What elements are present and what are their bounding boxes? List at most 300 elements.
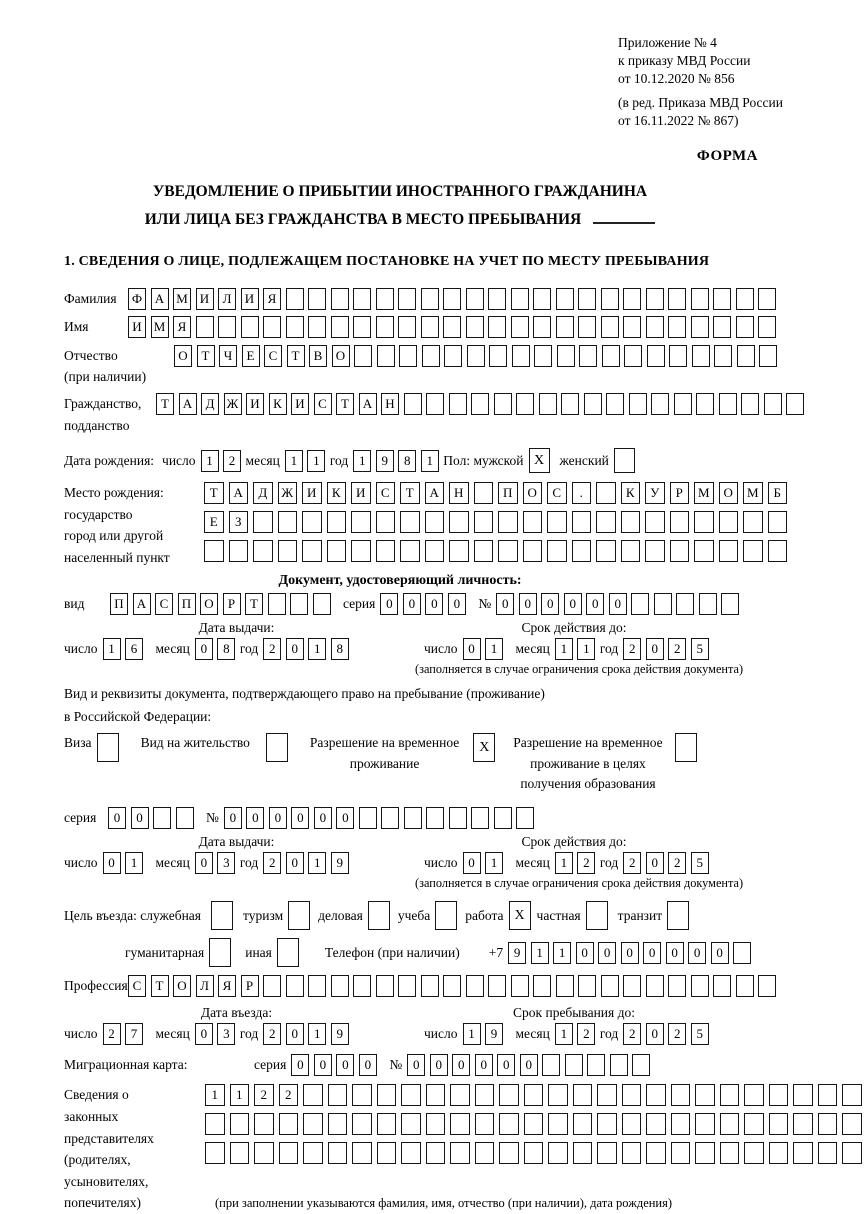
char-cell[interactable] bbox=[241, 316, 259, 338]
char-cell[interactable]: 2 bbox=[254, 1084, 274, 1106]
char-cell[interactable]: 0 bbox=[564, 593, 582, 615]
char-cell[interactable] bbox=[401, 1142, 421, 1164]
char-cell[interactable] bbox=[737, 345, 755, 367]
char-cell[interactable] bbox=[764, 393, 782, 415]
char-cell[interactable]: 9 bbox=[508, 942, 526, 964]
char-cell[interactable]: 0 bbox=[576, 942, 594, 964]
char-cell[interactable] bbox=[691, 288, 709, 310]
char-cell[interactable]: М bbox=[743, 482, 763, 504]
char-cell[interactable]: Т bbox=[400, 482, 420, 504]
char-cell[interactable] bbox=[450, 1084, 470, 1106]
char-cell[interactable]: 0 bbox=[403, 593, 421, 615]
char-cell[interactable] bbox=[204, 540, 224, 562]
char-cell[interactable] bbox=[327, 511, 347, 533]
char-cell[interactable]: А bbox=[151, 288, 169, 310]
char-cell[interactable]: 0 bbox=[448, 593, 466, 615]
char-cell[interactable]: 5 bbox=[691, 1023, 709, 1045]
char-cell[interactable] bbox=[494, 807, 512, 829]
char-cell[interactable]: О bbox=[200, 593, 218, 615]
char-cell[interactable]: Е bbox=[204, 511, 224, 533]
char-cell[interactable]: 9 bbox=[331, 1023, 349, 1045]
char-cell[interactable] bbox=[421, 288, 439, 310]
stay-day[interactable] bbox=[463, 1023, 508, 1045]
char-cell[interactable] bbox=[646, 1142, 666, 1164]
char-cell[interactable]: А bbox=[359, 393, 377, 415]
char-cell[interactable] bbox=[548, 1084, 568, 1106]
char-cell[interactable]: Ч bbox=[219, 345, 237, 367]
char-cell[interactable] bbox=[354, 345, 372, 367]
char-cell[interactable] bbox=[489, 345, 507, 367]
birth-year-input[interactable] bbox=[353, 450, 443, 472]
char-cell[interactable] bbox=[331, 975, 349, 997]
char-cell[interactable]: 0 bbox=[519, 593, 537, 615]
char-cell[interactable]: 0 bbox=[541, 593, 559, 615]
char-cell[interactable] bbox=[474, 540, 494, 562]
char-cell[interactable] bbox=[768, 511, 788, 533]
char-cell[interactable] bbox=[547, 540, 567, 562]
char-cell[interactable] bbox=[596, 511, 616, 533]
char-cell[interactable] bbox=[818, 1113, 838, 1135]
doc-issue-month[interactable] bbox=[195, 638, 240, 660]
char-cell[interactable] bbox=[623, 288, 641, 310]
char-cell[interactable]: 2 bbox=[623, 638, 641, 660]
char-cell[interactable] bbox=[286, 288, 304, 310]
char-cell[interactable] bbox=[668, 288, 686, 310]
char-cell[interactable] bbox=[523, 511, 543, 533]
char-cell[interactable] bbox=[377, 1084, 397, 1106]
char-cell[interactable] bbox=[196, 316, 214, 338]
char-cell[interactable] bbox=[769, 1142, 789, 1164]
char-cell[interactable]: Р bbox=[670, 482, 690, 504]
char-cell[interactable] bbox=[557, 345, 575, 367]
char-cell[interactable] bbox=[523, 540, 543, 562]
char-cell[interactable]: 0 bbox=[336, 807, 354, 829]
char-cell[interactable]: 2 bbox=[223, 450, 241, 472]
char-cell[interactable] bbox=[744, 1084, 764, 1106]
visa-checkbox[interactable] bbox=[97, 733, 119, 762]
char-cell[interactable] bbox=[842, 1113, 862, 1135]
representatives-row1[interactable] bbox=[205, 1084, 867, 1106]
char-cell[interactable]: М bbox=[151, 316, 169, 338]
char-cell[interactable]: 3 bbox=[217, 1023, 235, 1045]
char-cell[interactable] bbox=[353, 288, 371, 310]
char-cell[interactable] bbox=[229, 540, 249, 562]
char-cell[interactable] bbox=[524, 1084, 544, 1106]
char-cell[interactable] bbox=[377, 1113, 397, 1135]
char-cell[interactable] bbox=[263, 316, 281, 338]
char-cell[interactable]: 1 bbox=[125, 852, 143, 874]
purpose-study-checkbox[interactable] bbox=[435, 901, 457, 930]
char-cell[interactable] bbox=[444, 345, 462, 367]
char-cell[interactable] bbox=[720, 1142, 740, 1164]
char-cell[interactable] bbox=[533, 975, 551, 997]
char-cell[interactable] bbox=[475, 1113, 495, 1135]
char-cell[interactable] bbox=[713, 288, 731, 310]
char-cell[interactable]: 0 bbox=[646, 1023, 664, 1045]
char-cell[interactable]: 9 bbox=[485, 1023, 503, 1045]
char-cell[interactable] bbox=[623, 316, 641, 338]
char-cell[interactable] bbox=[278, 540, 298, 562]
char-cell[interactable]: 0 bbox=[195, 638, 213, 660]
char-cell[interactable]: 0 bbox=[496, 593, 514, 615]
char-cell[interactable] bbox=[425, 540, 445, 562]
doc-expiry-year[interactable] bbox=[623, 638, 713, 660]
char-cell[interactable]: 8 bbox=[217, 638, 235, 660]
char-cell[interactable]: 0 bbox=[359, 1054, 377, 1076]
char-cell[interactable]: 0 bbox=[463, 852, 481, 874]
char-cell[interactable] bbox=[376, 975, 394, 997]
char-cell[interactable] bbox=[230, 1113, 250, 1135]
purpose-transit-checkbox[interactable] bbox=[667, 901, 689, 930]
char-cell[interactable] bbox=[359, 807, 377, 829]
char-cell[interactable] bbox=[401, 1084, 421, 1106]
char-cell[interactable] bbox=[499, 1084, 519, 1106]
char-cell[interactable] bbox=[793, 1142, 813, 1164]
char-cell[interactable]: 0 bbox=[195, 852, 213, 874]
char-cell[interactable]: Р bbox=[241, 975, 259, 997]
char-cell[interactable] bbox=[670, 511, 690, 533]
char-cell[interactable] bbox=[645, 540, 665, 562]
char-cell[interactable]: 0 bbox=[286, 638, 304, 660]
char-cell[interactable] bbox=[278, 511, 298, 533]
char-cell[interactable] bbox=[719, 393, 737, 415]
char-cell[interactable] bbox=[449, 807, 467, 829]
char-cell[interactable]: И bbox=[128, 316, 146, 338]
char-cell[interactable]: 1 bbox=[308, 1023, 326, 1045]
char-cell[interactable] bbox=[381, 807, 399, 829]
char-cell[interactable]: И bbox=[241, 288, 259, 310]
char-cell[interactable] bbox=[573, 1142, 593, 1164]
char-cell[interactable]: 0 bbox=[108, 807, 126, 829]
char-cell[interactable]: А bbox=[425, 482, 445, 504]
char-cell[interactable]: 1 bbox=[463, 1023, 481, 1045]
residence-number-input[interactable] bbox=[224, 807, 539, 829]
char-cell[interactable] bbox=[601, 975, 619, 997]
char-cell[interactable] bbox=[793, 1113, 813, 1135]
char-cell[interactable] bbox=[302, 540, 322, 562]
doc-expiry-day[interactable] bbox=[463, 638, 508, 660]
char-cell[interactable] bbox=[331, 316, 349, 338]
char-cell[interactable]: 1 bbox=[308, 852, 326, 874]
char-cell[interactable] bbox=[651, 393, 669, 415]
char-cell[interactable]: И bbox=[291, 393, 309, 415]
char-cell[interactable] bbox=[313, 593, 331, 615]
char-cell[interactable]: 7 bbox=[125, 1023, 143, 1045]
char-cell[interactable] bbox=[400, 511, 420, 533]
char-cell[interactable] bbox=[488, 316, 506, 338]
char-cell[interactable]: 1 bbox=[553, 942, 571, 964]
char-cell[interactable] bbox=[623, 975, 641, 997]
char-cell[interactable] bbox=[646, 1084, 666, 1106]
char-cell[interactable] bbox=[695, 1142, 715, 1164]
char-cell[interactable] bbox=[533, 288, 551, 310]
citizenship-input[interactable] bbox=[156, 393, 809, 415]
purpose-work-checkbox[interactable]: X bbox=[509, 901, 531, 930]
char-cell[interactable] bbox=[671, 1084, 691, 1106]
char-cell[interactable] bbox=[253, 540, 273, 562]
char-cell[interactable] bbox=[818, 1142, 838, 1164]
char-cell[interactable] bbox=[398, 316, 416, 338]
char-cell[interactable] bbox=[534, 345, 552, 367]
char-cell[interactable] bbox=[695, 1113, 715, 1135]
char-cell[interactable] bbox=[511, 316, 529, 338]
char-cell[interactable]: 1 bbox=[531, 942, 549, 964]
char-cell[interactable]: 1 bbox=[485, 638, 503, 660]
char-cell[interactable] bbox=[842, 1142, 862, 1164]
char-cell[interactable]: С bbox=[314, 393, 332, 415]
residence-series-input[interactable] bbox=[108, 807, 198, 829]
char-cell[interactable] bbox=[692, 345, 710, 367]
char-cell[interactable]: 0 bbox=[314, 1054, 332, 1076]
purpose-tourism-checkbox[interactable] bbox=[288, 901, 310, 930]
char-cell[interactable] bbox=[622, 1142, 642, 1164]
char-cell[interactable] bbox=[694, 540, 714, 562]
char-cell[interactable] bbox=[743, 511, 763, 533]
char-cell[interactable]: Т bbox=[287, 345, 305, 367]
char-cell[interactable]: 0 bbox=[621, 942, 639, 964]
representatives-row3[interactable] bbox=[205, 1142, 867, 1164]
char-cell[interactable] bbox=[516, 393, 534, 415]
char-cell[interactable]: Р bbox=[223, 593, 241, 615]
char-cell[interactable]: Л bbox=[218, 288, 236, 310]
char-cell[interactable]: С bbox=[264, 345, 282, 367]
char-cell[interactable] bbox=[720, 1113, 740, 1135]
char-cell[interactable] bbox=[308, 316, 326, 338]
char-cell[interactable] bbox=[579, 345, 597, 367]
char-cell[interactable]: У bbox=[645, 482, 665, 504]
char-cell[interactable] bbox=[696, 393, 714, 415]
char-cell[interactable]: 0 bbox=[286, 1023, 304, 1045]
char-cell[interactable] bbox=[218, 316, 236, 338]
stay-year[interactable] bbox=[623, 1023, 713, 1045]
char-cell[interactable]: 2 bbox=[263, 638, 281, 660]
char-cell[interactable] bbox=[376, 511, 396, 533]
char-cell[interactable]: Ж bbox=[224, 393, 242, 415]
char-cell[interactable]: К bbox=[621, 482, 641, 504]
char-cell[interactable]: А bbox=[133, 593, 151, 615]
char-cell[interactable] bbox=[629, 393, 647, 415]
char-cell[interactable]: 0 bbox=[598, 942, 616, 964]
char-cell[interactable] bbox=[488, 975, 506, 997]
char-cell[interactable] bbox=[578, 288, 596, 310]
char-cell[interactable]: 2 bbox=[263, 852, 281, 874]
entry-year[interactable] bbox=[263, 1023, 353, 1045]
char-cell[interactable]: Д bbox=[201, 393, 219, 415]
char-cell[interactable]: Т bbox=[156, 393, 174, 415]
char-cell[interactable]: 0 bbox=[336, 1054, 354, 1076]
char-cell[interactable] bbox=[631, 593, 649, 615]
char-cell[interactable]: М bbox=[173, 288, 191, 310]
char-cell[interactable] bbox=[713, 975, 731, 997]
char-cell[interactable] bbox=[352, 1084, 372, 1106]
char-cell[interactable]: В bbox=[309, 345, 327, 367]
char-cell[interactable] bbox=[671, 1113, 691, 1135]
char-cell[interactable] bbox=[425, 511, 445, 533]
char-cell[interactable]: 0 bbox=[497, 1054, 515, 1076]
char-cell[interactable]: 0 bbox=[520, 1054, 538, 1076]
residence-issue-year[interactable] bbox=[263, 852, 353, 874]
char-cell[interactable]: Н bbox=[449, 482, 469, 504]
char-cell[interactable] bbox=[556, 975, 574, 997]
patronymic-input[interactable] bbox=[174, 345, 782, 367]
char-cell[interactable] bbox=[302, 511, 322, 533]
char-cell[interactable] bbox=[488, 288, 506, 310]
char-cell[interactable] bbox=[744, 1142, 764, 1164]
birth-day-input[interactable] bbox=[201, 450, 246, 472]
char-cell[interactable]: З bbox=[229, 511, 249, 533]
char-cell[interactable] bbox=[474, 482, 494, 504]
char-cell[interactable]: 2 bbox=[668, 1023, 686, 1045]
char-cell[interactable]: 0 bbox=[463, 638, 481, 660]
residence-expiry-year[interactable] bbox=[623, 852, 713, 874]
char-cell[interactable]: Я bbox=[218, 975, 236, 997]
char-cell[interactable] bbox=[511, 288, 529, 310]
birth-place-row1[interactable] bbox=[204, 482, 792, 504]
char-cell[interactable] bbox=[533, 316, 551, 338]
char-cell[interactable]: . bbox=[572, 482, 592, 504]
char-cell[interactable] bbox=[694, 511, 714, 533]
char-cell[interactable] bbox=[610, 1054, 628, 1076]
surname-input[interactable] bbox=[128, 288, 781, 310]
char-cell[interactable] bbox=[676, 593, 694, 615]
char-cell[interactable] bbox=[621, 511, 641, 533]
char-cell[interactable] bbox=[254, 1113, 274, 1135]
char-cell[interactable] bbox=[597, 1142, 617, 1164]
char-cell[interactable] bbox=[743, 540, 763, 562]
purpose-humanitarian-checkbox[interactable] bbox=[209, 938, 231, 967]
char-cell[interactable] bbox=[352, 1113, 372, 1135]
char-cell[interactable]: 1 bbox=[577, 638, 595, 660]
char-cell[interactable] bbox=[399, 345, 417, 367]
char-cell[interactable] bbox=[443, 288, 461, 310]
char-cell[interactable]: П bbox=[498, 482, 518, 504]
char-cell[interactable] bbox=[572, 540, 592, 562]
char-cell[interactable]: 8 bbox=[398, 450, 416, 472]
char-cell[interactable] bbox=[471, 393, 489, 415]
char-cell[interactable] bbox=[769, 1084, 789, 1106]
char-cell[interactable] bbox=[353, 975, 371, 997]
residence-expiry-month[interactable] bbox=[555, 852, 600, 874]
char-cell[interactable] bbox=[720, 1084, 740, 1106]
char-cell[interactable] bbox=[290, 593, 308, 615]
char-cell[interactable] bbox=[621, 540, 641, 562]
char-cell[interactable] bbox=[842, 1084, 862, 1106]
char-cell[interactable] bbox=[714, 345, 732, 367]
char-cell[interactable] bbox=[786, 393, 804, 415]
birth-place-row3[interactable] bbox=[204, 540, 792, 562]
char-cell[interactable] bbox=[450, 1142, 470, 1164]
char-cell[interactable]: 0 bbox=[425, 593, 443, 615]
doc-expiry-month[interactable] bbox=[555, 638, 600, 660]
char-cell[interactable] bbox=[556, 316, 574, 338]
char-cell[interactable]: 1 bbox=[285, 450, 303, 472]
char-cell[interactable] bbox=[601, 316, 619, 338]
char-cell[interactable] bbox=[328, 1113, 348, 1135]
char-cell[interactable]: 1 bbox=[353, 450, 371, 472]
char-cell[interactable] bbox=[499, 1113, 519, 1135]
char-cell[interactable] bbox=[254, 1142, 274, 1164]
profession-input[interactable] bbox=[128, 975, 781, 997]
char-cell[interactable] bbox=[253, 511, 273, 533]
char-cell[interactable]: 0 bbox=[646, 852, 664, 874]
residence-issue-month[interactable] bbox=[195, 852, 240, 874]
char-cell[interactable] bbox=[733, 942, 751, 964]
char-cell[interactable]: 9 bbox=[331, 852, 349, 874]
name-input[interactable] bbox=[128, 316, 781, 338]
char-cell[interactable] bbox=[471, 807, 489, 829]
char-cell[interactable]: 0 bbox=[475, 1054, 493, 1076]
purpose-business-checkbox[interactable] bbox=[368, 901, 390, 930]
char-cell[interactable]: И bbox=[246, 393, 264, 415]
char-cell[interactable]: 1 bbox=[103, 638, 121, 660]
char-cell[interactable] bbox=[153, 807, 171, 829]
char-cell[interactable] bbox=[176, 807, 194, 829]
char-cell[interactable] bbox=[421, 975, 439, 997]
char-cell[interactable] bbox=[286, 975, 304, 997]
char-cell[interactable] bbox=[404, 393, 422, 415]
char-cell[interactable]: 1 bbox=[308, 638, 326, 660]
char-cell[interactable] bbox=[205, 1113, 225, 1135]
char-cell[interactable] bbox=[578, 316, 596, 338]
char-cell[interactable] bbox=[759, 345, 777, 367]
char-cell[interactable]: 0 bbox=[269, 807, 287, 829]
char-cell[interactable]: К bbox=[327, 482, 347, 504]
char-cell[interactable]: Ж bbox=[278, 482, 298, 504]
temp-residence-checkbox[interactable]: X bbox=[473, 733, 495, 762]
char-cell[interactable]: 0 bbox=[452, 1054, 470, 1076]
char-cell[interactable]: 0 bbox=[407, 1054, 425, 1076]
char-cell[interactable] bbox=[475, 1084, 495, 1106]
temp-residence-edu-checkbox[interactable] bbox=[675, 733, 697, 762]
char-cell[interactable] bbox=[548, 1142, 568, 1164]
char-cell[interactable]: 0 bbox=[291, 1054, 309, 1076]
char-cell[interactable] bbox=[279, 1142, 299, 1164]
char-cell[interactable] bbox=[691, 975, 709, 997]
char-cell[interactable] bbox=[422, 345, 440, 367]
char-cell[interactable] bbox=[376, 316, 394, 338]
char-cell[interactable]: 0 bbox=[688, 942, 706, 964]
char-cell[interactable] bbox=[597, 1113, 617, 1135]
char-cell[interactable] bbox=[499, 1142, 519, 1164]
char-cell[interactable]: 1 bbox=[485, 852, 503, 874]
char-cell[interactable] bbox=[268, 593, 286, 615]
char-cell[interactable]: 2 bbox=[577, 852, 595, 874]
char-cell[interactable] bbox=[769, 1113, 789, 1135]
char-cell[interactable] bbox=[565, 1054, 583, 1076]
residence-permit-checkbox[interactable] bbox=[266, 733, 288, 762]
representatives-row2[interactable] bbox=[205, 1113, 867, 1135]
char-cell[interactable]: Л bbox=[196, 975, 214, 997]
char-cell[interactable]: О bbox=[523, 482, 543, 504]
char-cell[interactable] bbox=[263, 975, 281, 997]
char-cell[interactable] bbox=[303, 1084, 323, 1106]
char-cell[interactable]: 0 bbox=[380, 593, 398, 615]
char-cell[interactable] bbox=[303, 1113, 323, 1135]
char-cell[interactable] bbox=[670, 540, 690, 562]
char-cell[interactable] bbox=[327, 540, 347, 562]
char-cell[interactable] bbox=[398, 975, 416, 997]
char-cell[interactable] bbox=[426, 807, 444, 829]
char-cell[interactable] bbox=[719, 511, 739, 533]
char-cell[interactable] bbox=[308, 288, 326, 310]
char-cell[interactable]: 0 bbox=[224, 807, 242, 829]
char-cell[interactable]: 2 bbox=[279, 1084, 299, 1106]
char-cell[interactable] bbox=[671, 1142, 691, 1164]
char-cell[interactable]: 0 bbox=[643, 942, 661, 964]
char-cell[interactable] bbox=[426, 393, 444, 415]
char-cell[interactable] bbox=[758, 288, 776, 310]
char-cell[interactable]: А bbox=[179, 393, 197, 415]
